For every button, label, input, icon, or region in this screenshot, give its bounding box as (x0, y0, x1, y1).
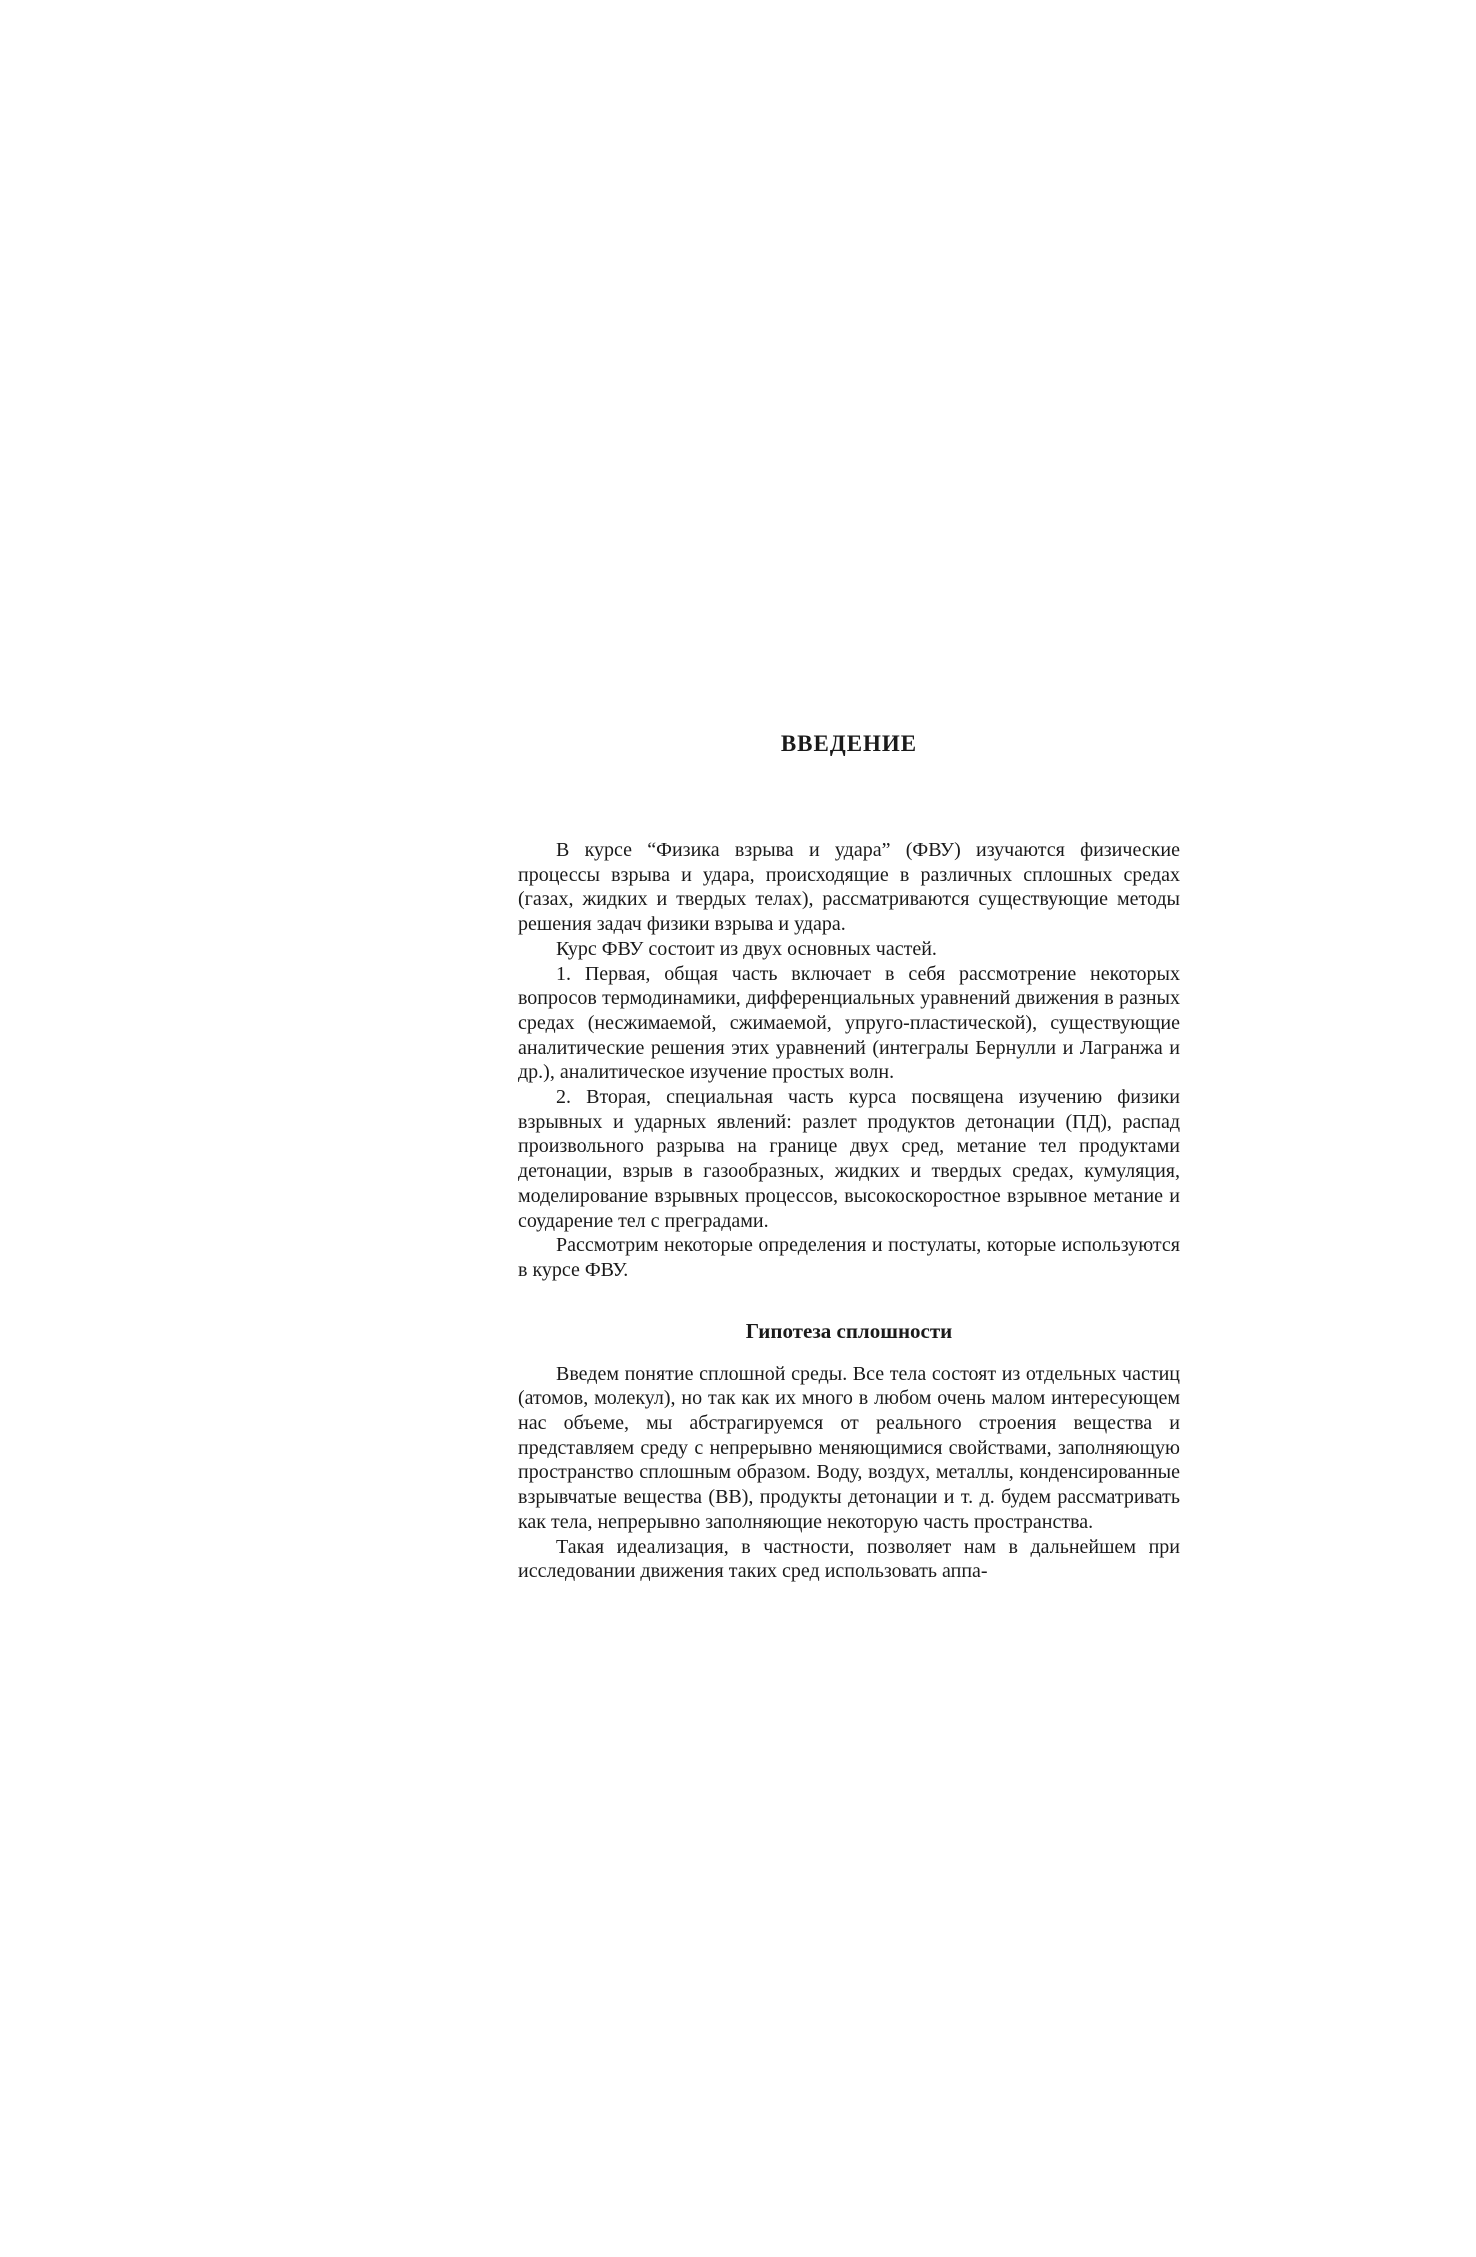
part-two-paragraph: 2. Вторая, специальная часть курса посвящена изучению физики взрывных и ударных явлений: разлет продуктов детонации (ПД), распад произвольного разрыва на границе двух сред, метание тел продуктами детонации, взрыв в газообразных, жидких и твердых средах, кумуляция, моделирование взрывных процессов, высокоскоростное взрывное метание и соударение тел с преградами. (518, 1086, 1180, 1232)
chapter-title: ВВЕДЕНИЕ (780, 731, 918, 756)
intro-paragraph: В курсе “Физика взрыва и удара” (ФВУ) изучаются физические процессы взрыва и удара, происходящие в различных сплошных средах (газах, жидких и твердых телах), рассматриваются существующие методы решения задач физики взрыва и удара. (518, 839, 1180, 936)
page-body (518, 730, 1180, 1584)
part-one-paragraph: 1. Первая, общая часть включает в себя рассмотрение некоторых вопросов термодинамики, дифференциальных уравнений движения в разных средах (несжимаемой, сжимаемой, упруго-пластической), существующие аналитические решения этих уравнений (интегралы Бернулли и Лагранжа и др.), аналитическое изучение простых волн. (518, 962, 1180, 1084)
course-parts-paragraph: Курс ФВУ состоит из двух основных частей. (556, 937, 937, 960)
definitions-paragraph: Рассмотрим некоторые определения и постулаты, которые используются в курсе ФВУ. (518, 1234, 1180, 1281)
idealization-paragraph: Такая идеализация, в частности, позволяет нам в дальнейшем при исследовании движения таких сред использовать аппа- (518, 1535, 1180, 1583)
section-title: Гипотеза сплошности (745, 1318, 953, 1343)
continuum-paragraph: Введем понятие сплошной среды. Все тела состоят из отдельных частиц (атомов, молекул), но так как их много в любом очень малом интересующем нас объеме, мы абстрагируемся от реального строения вещества и представляем среду с непрерывно меняющимися свойствами, заполняющую пространство сплошным образом. Воду, воздух, металлы, конденсированные взрывчатые вещества (ВВ), продукты детонации и т. д. будем рассматривать как тела, непрерывно заполняющие некоторую часть пространства. (518, 1362, 1180, 1533)
